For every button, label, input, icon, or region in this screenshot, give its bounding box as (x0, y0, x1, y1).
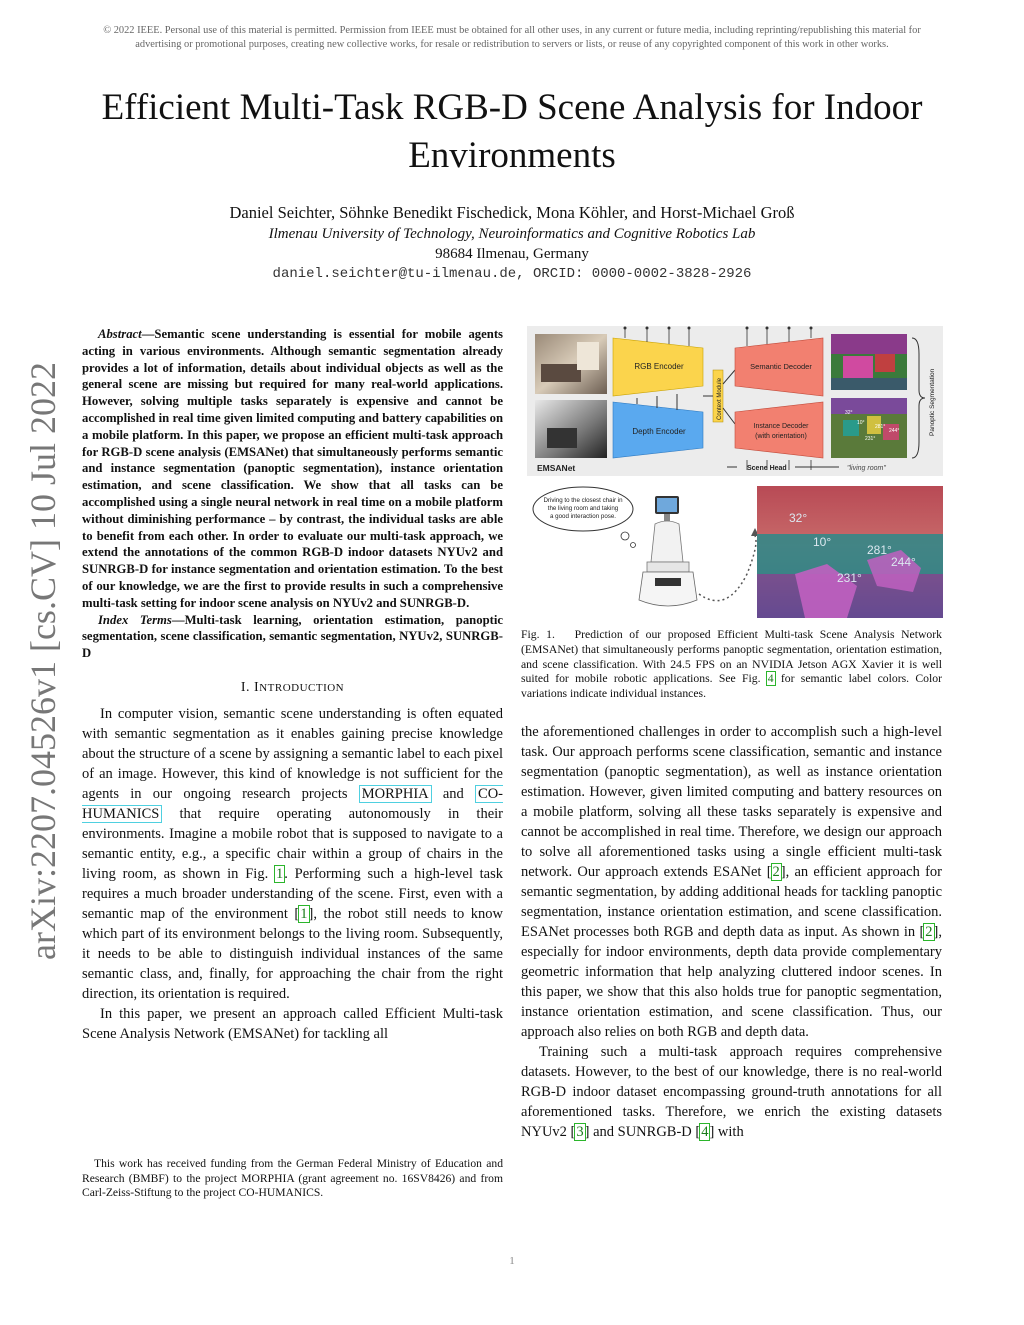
small-angle-4: 244° (889, 428, 900, 434)
right-paragraph-1: the aforementioned challenges in order to accomplish such a high-level task. Our approach performs scene classification, semantic and instance segmentation (panoptic segmentation), as well as instance orientation estimation. However, given limited computing and battery resources on a mobile platform, solving all these tasks separately is expensive and cannot be accomplished in real time. Therefore, we design our approach to solve all aforementioned tasks using a single efficient multi-task network. Our approach extends ESANet [2], an efficient approach for semantic segmentation, by adding additional heads for tackling panoptic segmentation, instance orientation estimation, and scene classification. ESANet processes both RGB and depth data as input. As shown in [2], especially for indoor environments, depth data provide complementary geometric information that help analyzing cluttered indoor scenes. In this paper, we show that this also holds true for panoptic segmentation, instance orientation estimation, and scene classification. Thus, our approach also relies on both RGB and depth data. (521, 724, 942, 1040)
caption-label: Fig. 1. (521, 628, 555, 641)
instance-decoder-label-1: Instance Decoder (753, 423, 809, 430)
bubble-line-2: the living room and taking (547, 505, 619, 512)
section-heading: I. INTRODUCTION (240, 679, 345, 695)
index-terms (82, 612, 503, 662)
living-room-label: "living room" (847, 465, 886, 472)
index-terms-text: —Multi-task learning, orientation estimation, panoptic segmentation, scene classification, semantic segmentation, NYUv2, SUNRGB-D (82, 612, 503, 661)
panoptic-label: Panoptic Segmentation (929, 368, 936, 436)
affiliation: Ilmenau University of Technology, Neuroinformatics and Cognitive Robotics Lab (268, 226, 756, 242)
small-angle-1: 32° (845, 410, 853, 416)
angle-231: 231° (837, 571, 862, 585)
copyright-notice: © 2022 IEEE. Personal use of this material is permitted. Permission from IEEE must be obtained for all other uses, in any current or future media, including reprinting/republishing this material for advertising or promotional purposes, creating new collective works, for resale or redistribution to servers or lists, or reuse of any copyrighted component of this work in other works. (103, 25, 921, 50)
footnote: This work has received funding from the German Federal Ministry of Education and Research (BMBF) to the project MORPHIA (grant agreement no. 16SV8426) and from Carl-Zeiss-Stiftung to the project CO-HUMANICS. (82, 1157, 503, 1200)
ref2-link-b[interactable]: 2 (925, 924, 933, 940)
instance-decoder-label-2: (with orientation) (755, 433, 807, 440)
arxiv-sidebar: arXiv:2207.04526v1 [cs.CV] 10 Jul 2022 (23, 362, 63, 960)
bubble-line-3: a good interaction pose. (549, 513, 617, 520)
angle-32: 32° (789, 511, 808, 525)
depth-encoder-label: Depth Encoder (632, 427, 686, 436)
authors: Daniel Seichter, Söhnke Benedikt Fischedick, Mona Köhler, and Horst-Michael Groß (229, 203, 795, 222)
small-angle-3: 281° (875, 424, 886, 430)
right-column (521, 722, 942, 1142)
index-terms-label: Index Terms (98, 612, 172, 627)
ref2-link-a[interactable]: 2 (772, 864, 780, 880)
address: 98684 Ilmenau, Germany (435, 246, 589, 262)
fig1-link[interactable]: 1 (275, 865, 284, 882)
ref1-link[interactable]: 1 (300, 905, 308, 922)
scene-head-label: Scene Head (747, 465, 787, 472)
robot-illustration (639, 496, 697, 606)
small-angle-2: 10° (857, 420, 865, 426)
ref3-link[interactable]: 3 (576, 1124, 584, 1140)
page-number: 1 (509, 1255, 515, 1267)
abstract-text: —Semantic scene understanding is essential for mobile agents acting in various environments. Although semantic segmentation already provides a lot of information, details about individual objects as well as the general scene are missing but required for many real-world applications. However, solving multiple tasks separately is expensive and cannot be accomplished in real time given limited computing and battery capabilities on a mobile platform. In this paper, we propose an efficient multi-task approach for RGB-D scene analysis (EMSANet) that simultaneously performs semantic and instance segmentation (panoptic segmentation), instance orientation estimation, and scene classification. We show that all tasks can be accomplished using a single neural network in real time on a mobile platform without diminishing performance – by contrast, the individual tasks are able to benefit from each other. In order to evaluate our multi-task approach, we extend the annotations of the common RGB-D indoor datasets NYUv2 and SUNRGB-D for instance segmentation and orientation estimation. To the best of our knowledge, we are the first to provide results in such a comprehensive multi-task setting for indoor scene analysis on NYUv2 and SUNRGB-D. (82, 327, 503, 610)
abstract-label: Abstract (98, 327, 142, 341)
bubble-line-1: Driving to the closest chair in (543, 497, 623, 504)
ref4-link[interactable]: 4 (701, 1124, 709, 1140)
paper-title: Efficient Multi-Task RGB-D Scene Analysis for Indoor Environments (101, 87, 923, 176)
right-paragraph-2: Training such a multi-task approach requires comprehensive datasets. However, to the best of our knowledge, there is no real-world RGB-D indoor dataset encompassing ground-truth annotations for all aforementioned tasks. Therefore, we enrich the existing datasets NYUv2 [3] and SUNRGB-D [4] with (521, 1044, 942, 1140)
context-module-label: Context Module (717, 377, 723, 420)
angle-244: 244° (891, 555, 916, 569)
emsanet-label: EMSANet (537, 463, 576, 473)
small-angle-5: 231° (865, 436, 876, 442)
angle-10: 10° (813, 535, 832, 549)
angle-281: 281° (867, 543, 892, 557)
intro-paragraph-1: In computer vision, semantic scene understanding is often equated with semantic segmentation as it enables gaining precise knowledge about the structure of a scene by assigning a semantic label to each pixel of an image. However, this kind of knowledge is not sufficient for the agents in our ongoing research projects MORPHIA and CO-HUMANICS that require operating autonomously in their environments. Imagine a mobile robot that is supposed to navigate to a semantic entity, e.g., a specific chair within a group of chairs in the living room, as shown in Fig. 1. Performing such a high-level task requires a much broader understanding of the scene. First, even with a semantic map of the environment [1], the robot still needs to know which part of its environment belongs to the living room. Subsequently, it needs to be able to distinguish individual instances of the same semantic class, and, finally, for approaching the chair from the right direction, its orientation is required. (82, 705, 504, 1002)
morphia-link[interactable]: MORPHIA (359, 785, 432, 803)
figure-caption: Fig. 1. Prediction of our proposed Efficient Multi-task Scene Analysis Network (EMSANet) that simultaneously performs panoptic segmentation, orientation estimation, and scene classification. With 24.5 FPS on an NVIDIA Jetson AGX Xavier it is well suited for mobile robotic applications. See Fig. 4 for semantic label colors. Color variations indicate individual instances. (521, 628, 943, 701)
abstract (82, 326, 503, 612)
email: daniel.seichter@tu-ilmenau.de, ORCID: 0000-0002-3828-2926 (272, 266, 752, 282)
figure-1 (527, 324, 943, 619)
intro-paragraph-2: In this paper, we present an approach called Efficient Multi-task Scene Analysis Network (EMSANet) for tackling all (82, 1005, 503, 1042)
instance-decoder-shape (735, 402, 823, 458)
cohumanics-link[interactable]: CO-HUMANICS (82, 785, 504, 822)
semantic-decoder-label: Semantic Decoder (750, 362, 812, 371)
left-column (82, 326, 503, 1044)
fig4-link[interactable]: 4 (767, 672, 774, 686)
rgb-encoder-label: RGB Encoder (634, 362, 684, 371)
